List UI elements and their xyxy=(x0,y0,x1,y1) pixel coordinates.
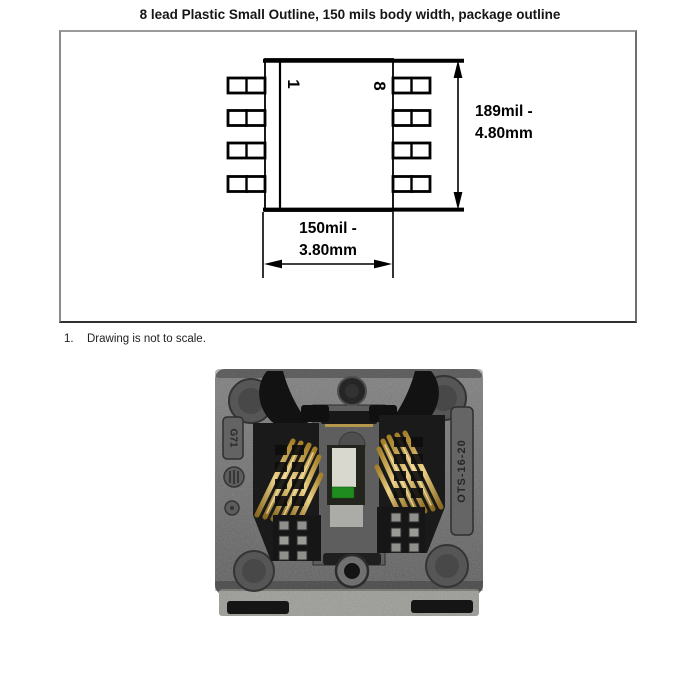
package-pins-right xyxy=(393,77,430,193)
contact-bank-left xyxy=(253,423,321,561)
arrow-right-icon xyxy=(374,260,392,269)
pcb-green-strip xyxy=(332,487,354,498)
width-dimension xyxy=(263,212,393,278)
footnote-text: Drawing is not to scale. xyxy=(87,333,206,345)
arrow-left-icon xyxy=(264,260,282,269)
top-screw xyxy=(338,377,366,405)
part-number-marking: OTS-16-20 xyxy=(455,439,468,503)
outline-drawing-frame xyxy=(59,30,637,323)
contact-bank-right xyxy=(377,415,445,553)
height-dim-line2: 4.80mm xyxy=(475,125,533,142)
package-outline-diagram xyxy=(61,32,635,321)
footnote xyxy=(64,333,206,345)
arrow-down-icon xyxy=(454,192,463,210)
center-channel xyxy=(313,405,385,565)
socket-photo xyxy=(215,365,483,625)
package-pins-left xyxy=(228,77,265,193)
height-dimension xyxy=(454,60,533,210)
bottom-screw xyxy=(336,555,368,587)
gold-glint xyxy=(325,424,373,427)
width-dim-line1: 150mil - xyxy=(299,220,357,237)
pin-8-label: 8 xyxy=(370,81,389,91)
height-dim-line1: 189mil - xyxy=(475,103,533,120)
pin-1-label: 1 xyxy=(284,79,303,89)
footnote-number: 1. xyxy=(64,333,74,345)
chip-window xyxy=(332,448,356,487)
mold-mark-left-text: G71 xyxy=(227,428,239,448)
page-title: 8 lead Plastic Small Outline, 150 mils body width, package outline xyxy=(139,7,561,22)
width-dim-line2: 3.80mm xyxy=(299,242,357,259)
